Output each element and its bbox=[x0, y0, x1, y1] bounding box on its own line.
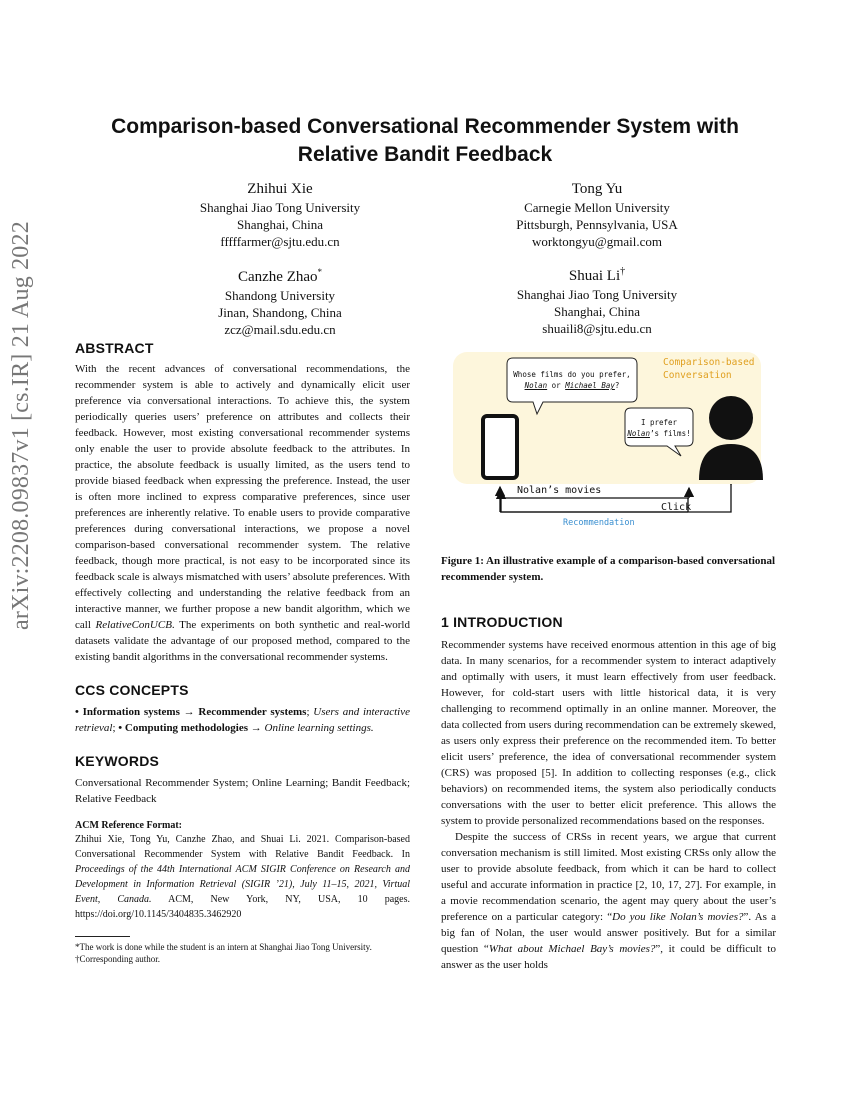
keywords-text: Conversational Recommender System; Online Learning; Bandit Feedback; Relative Feedback bbox=[75, 777, 410, 805]
keywords-heading: KEYWORDS bbox=[75, 753, 160, 769]
author-location: Pittsburgh, Pennsylvania, USA bbox=[516, 217, 678, 232]
author-affiliation: Shanghai Jiao Tong University bbox=[199, 200, 361, 215]
author-location: Shanghai, China bbox=[554, 304, 640, 319]
left-column bbox=[75, 340, 410, 965]
ccs-text: • Information systems → Recommender systems; Users and interactive retrieval; • Computing methodologies → Online learning settings. bbox=[75, 706, 410, 734]
author-email: zcz@mail.sdu.edu.cn bbox=[224, 322, 336, 337]
author-affiliation: Shandong University bbox=[224, 288, 336, 303]
author-block-1 bbox=[140, 179, 420, 250]
right-column bbox=[441, 614, 776, 973]
author-mark: * bbox=[317, 267, 323, 277]
intro-heading: 1 INTRODUCTION bbox=[441, 614, 563, 630]
algo-name: RelativeConUCB bbox=[95, 619, 172, 631]
author-email: worktongyu@gmail.com bbox=[531, 234, 663, 249]
author-block-4 bbox=[457, 262, 737, 337]
acm-ref-heading: ACM Reference Format: bbox=[75, 820, 182, 831]
click-label: Click bbox=[661, 502, 692, 513]
abstract-heading: ABSTRACT bbox=[75, 340, 154, 356]
paper-title bbox=[60, 113, 790, 169]
arxiv-id: arXiv:2208.09837v1 [cs.IR] 21 Aug 2022 bbox=[8, 221, 34, 630]
author-block-2 bbox=[457, 179, 737, 250]
reply-text: I prefer Nolan’s films! bbox=[627, 418, 691, 438]
title-line-1: Comparison-based Conversational Recommender System with bbox=[111, 115, 739, 138]
movies-label: Nolan’s movies bbox=[517, 485, 602, 496]
author-email: fffffarmer@sjtu.edu.cn bbox=[220, 234, 340, 249]
abstract-text: With the recent advances of conversational recommendations, the recommender system is able to actively and dynamically elicit user preference via conversational interactions. To achieve this, the system periodically queries users’ preference on attributes and collects their feedback. However, most existing conversational recommender systems only enable the user to provide absolute feedback to the attributes. In practice, the absolute feedback is usually limited, as the users tend to provide biased feedback when expressing the preference. Instead, the user is often more inclined to express comparative preferences, since user preferences are inherently relative. To enable users to provide comparative preferences during conversational interactions, we propose a novel comparison-based conversational recommender system. The relative feedback, though more practical, is not easy to be incorporated since its feedback scale is always mismatched with users’ absolute preferences. With effectively collecting and understanding the relative feedback from an interactive manner, we further propose a new bandit algorithm, which we call RelativeConUCB. The experiments on both synthetic and real-world datasets validate the advantage of our proposed method, compared to the existing bandit algorithms in the conversational recommender systems. bbox=[75, 363, 410, 663]
author-name: Canzhe Zhao bbox=[237, 269, 318, 285]
intro-paragraph-2: Despite the success of CRSs in recent years, we argue that current conversation mechanism is still limited. Most existing CRSs only allow the user to provide absolute feedback, from which it can be hard to collect useful and accurate information in practice [2, 10, 17, 27]. For example, in a movie recommendation scenario, the agent may query about the user’s preference on a particular category: “Do you like Nolan’s movies?”. As a big fan of Nolan, the user would answer positively. But for a similar question “What about Michael Bay’s movies?”, it could be difficult to answer as the user holds bbox=[441, 831, 777, 971]
acm-ref-text: Zhihui Xie, Tong Yu, Canzhe Zhao, and Shuai Li. 2021. Comparison-based Conversational Recommender System with Relative Bandit Feedback. In Proceedings of the 44th International ACM SIGIR Conference on Research and Development in Information Retrieval (SIGIR ’21), July 11–15, 2021, Virtual Event, Canada. ACM, New York, NY, USA, 10 pages. https://doi.org/10.1145/3404835.3462920 bbox=[75, 834, 410, 920]
author-affiliation: Shanghai Jiao Tong University bbox=[516, 287, 678, 302]
author-location: Shanghai, China bbox=[237, 217, 323, 232]
figure-caption: Figure 1: An illustrative example of a comparison-based conversational recommender system. bbox=[441, 555, 776, 583]
question-text: Whose films do you prefer, Nolan or Michael Bay? bbox=[513, 370, 631, 390]
author-affiliation: Carnegie Mellon University bbox=[524, 200, 670, 215]
footnote-rule bbox=[75, 936, 130, 937]
footnote-2: †Corresponding author. bbox=[75, 954, 160, 964]
footnote-1: *The work is done while the student is an intern at Shanghai Jiao Tong University. bbox=[75, 942, 372, 952]
intro-paragraph-1: Recommender systems have received enormous attention in this age of big data. In many scenarios, for a recommender system to interact adaptively and optimally with users, it must learn effectively from user feedback. However, for cold-start users with little historical data, it is very challenging to recommend optimally in an online manner. Moreover, the data collected from users during recommendation can be extremely skewed, as users only express their preference on the recommended item. To better elicit users’ preference, the idea of conversational recommender system (CRS) was proposed [5]. In addition to collecting responses (e.g., click behaviors) on recommended items, the system also periodically conducts conversations with the user to better elicit preference. This allows the system to provide personalized recommendations based on the responses. bbox=[441, 639, 776, 827]
author-mark: † bbox=[620, 266, 626, 277]
figure-1 bbox=[441, 340, 776, 540]
title-line-2: Relative Bandit Feedback bbox=[297, 143, 553, 166]
ccs-heading: CCS CONCEPTS bbox=[75, 682, 189, 698]
figure-tag: Comparison-based Conversation bbox=[663, 357, 755, 381]
phone-icon bbox=[483, 416, 517, 478]
author-location: Jinan, Shandong, China bbox=[218, 305, 342, 320]
recommendation-label: Recommendation bbox=[563, 518, 635, 528]
author-block-3 bbox=[140, 262, 420, 338]
author-name: Tong Yu bbox=[571, 181, 623, 197]
author-name: Shuai Li bbox=[568, 268, 621, 284]
author-email: shuaili8@sjtu.edu.cn bbox=[542, 321, 652, 336]
author-name: Zhihui Xie bbox=[247, 181, 313, 197]
